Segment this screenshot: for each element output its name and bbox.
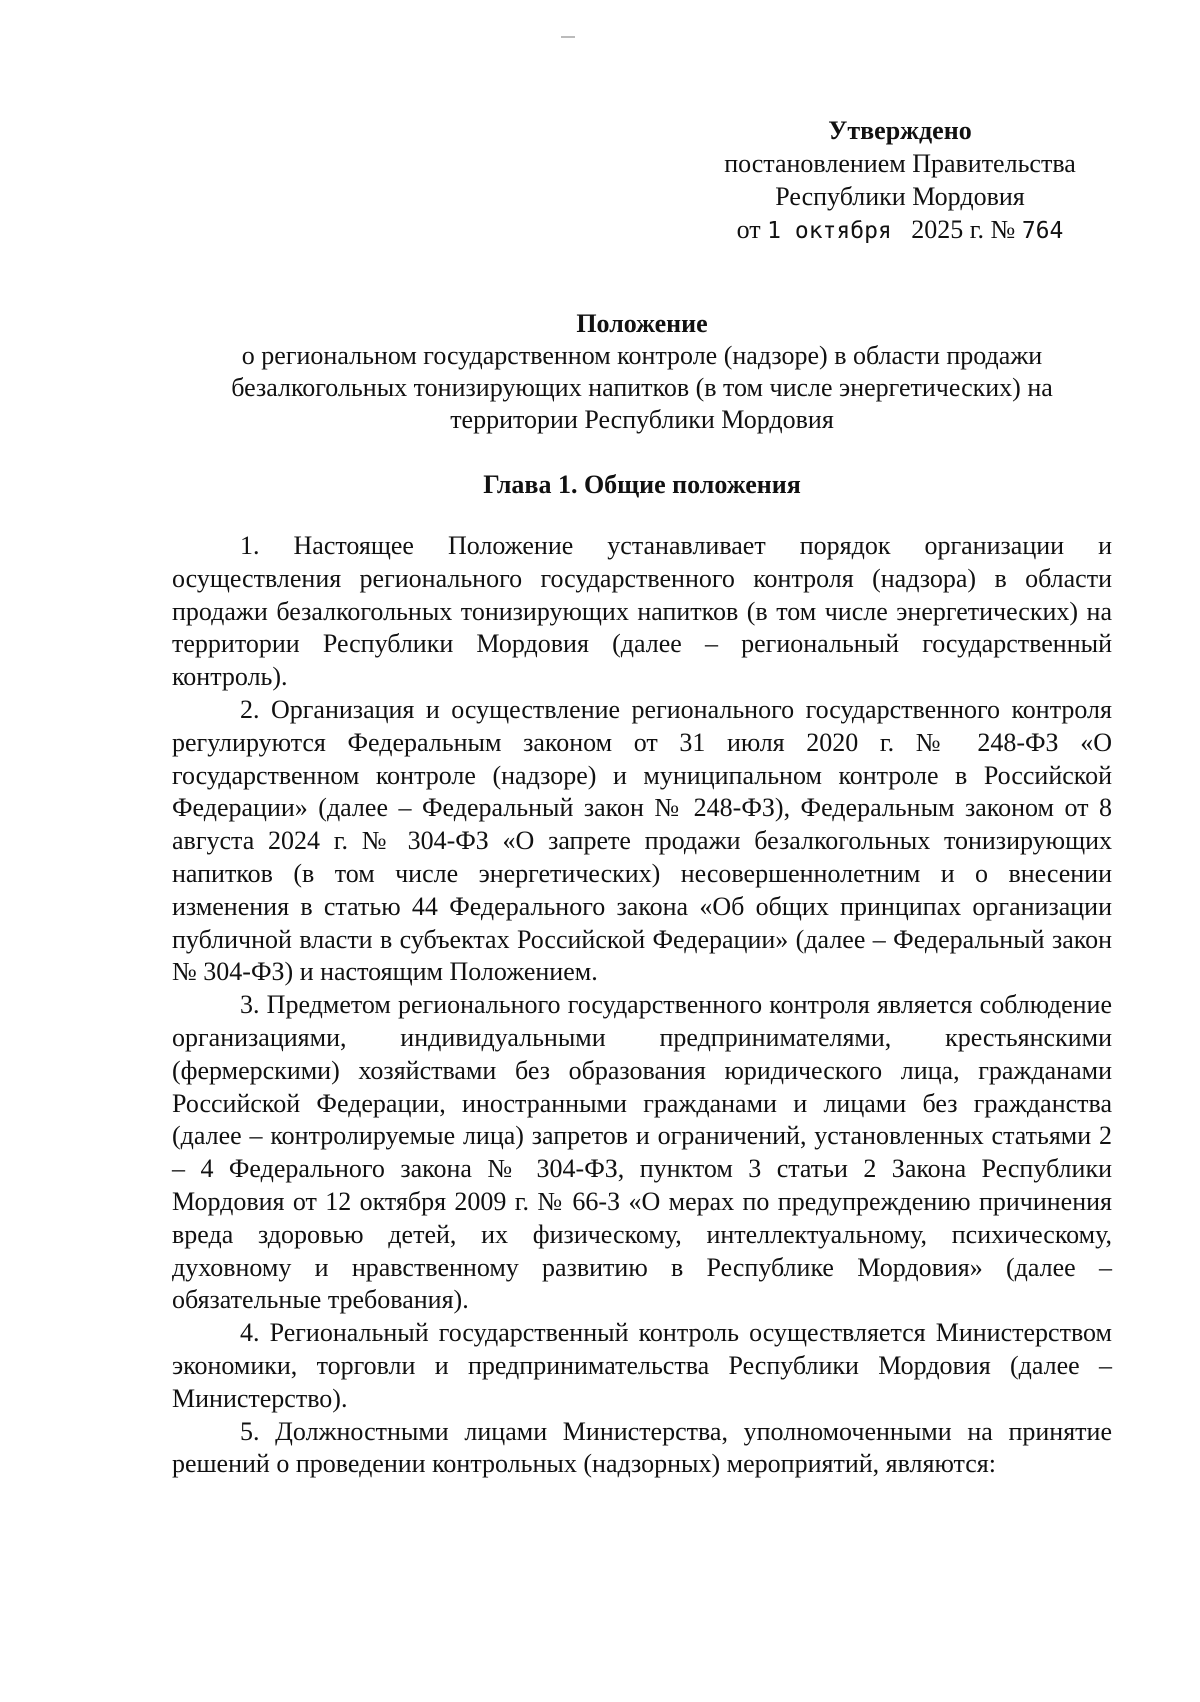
paragraph-4: 4. Региональный государственный контроль осуществляется Министерством экономики, торговли и предпринимательства Республики Мордовия (далее – Министерство). <box>172 1318 1112 1413</box>
paragraph-5: 5. Должностными лицами Министерства, уполномоченными на принятие решений о проведении контрольных (надзорных) мероприятий, являются: <box>172 1416 1112 1479</box>
date-handwritten: 1 октября <box>767 218 892 244</box>
document-subtitle: о региональном государственном контроле (надзоре) в области продажи безалкогольных тонизирующих напитков (в том числе энергетических) на территории Республики Мордовия <box>231 341 1053 434</box>
document-heading: Положение <box>576 309 708 338</box>
chapter-title: Глава 1. Общие положения <box>483 470 801 499</box>
approval-date-line <box>700 213 1100 248</box>
date-year: 2025 г. № <box>911 215 1016 244</box>
scan-artifact <box>561 36 575 38</box>
paragraph-2: 2. Организация и осуществление регионального государственного контроля регулируются Федеральным законом от 31 июля 2020 г. № 248-ФЗ «О государственном контроле (надзоре) и муниципальном контроле в Российской Федерации» (далее – Федеральный закон № 248-ФЗ), Федеральным законом от 8 августа 2024 г. № 304-ФЗ «О запрете продажи безалкогольных тонизирующих напитков (в том числе энергетических) несовершеннолетним и о внесении изменения в статью 44 Федерального закона «Об общих принципах организации публичной власти в субъектах Российской Федерации» (далее – Федеральный закон № 304-ФЗ) и настоящим Положением. <box>172 694 1112 987</box>
paragraph-1: 1. Настоящее Положение устанавливает порядок организации и осуществления регионального государственного контроля (надзора) в области продажи безалкогольных тонизирующих напитков (в том числе энергетических) на территории Республики Мордовия (далее – региональный государственный контроль). <box>172 531 1112 692</box>
paragraph-3: 3. Предметом регионального государственного контроля является соблюдение организациями, индивидуальными предпринимателями, крестьянскими (фермерскими) хозяйствами без образования юридического лица, гражданами Российской Федерации, иностранными гражданами и лицами без гражданства (далее – контролируемые лица) запретов и ограничений, установленных статьями 2 – 4 Федерального закона № 304-ФЗ, пунктом 3 статьи 2 Закона Республики Мордовия от 12 октября 2009 г. № 66-З «О мерах по предупреждению причинения вреда здоровью детей, их физическому, интеллектуальному, психическому, духовному и нравственному развитию в Республике Мордовия» (далее – обязательные требования). <box>172 990 1112 1315</box>
decree-number: 764 <box>1021 218 1064 244</box>
approval-line-1: постановлением Правительства <box>724 149 1076 178</box>
date-prefix: от <box>736 215 761 244</box>
document-title-block <box>172 308 1112 436</box>
approval-title: Утверждено <box>828 116 972 145</box>
approval-line-2: Республики Мордовия <box>775 182 1025 211</box>
document-body <box>172 530 1112 1481</box>
approval-block <box>700 114 1100 248</box>
